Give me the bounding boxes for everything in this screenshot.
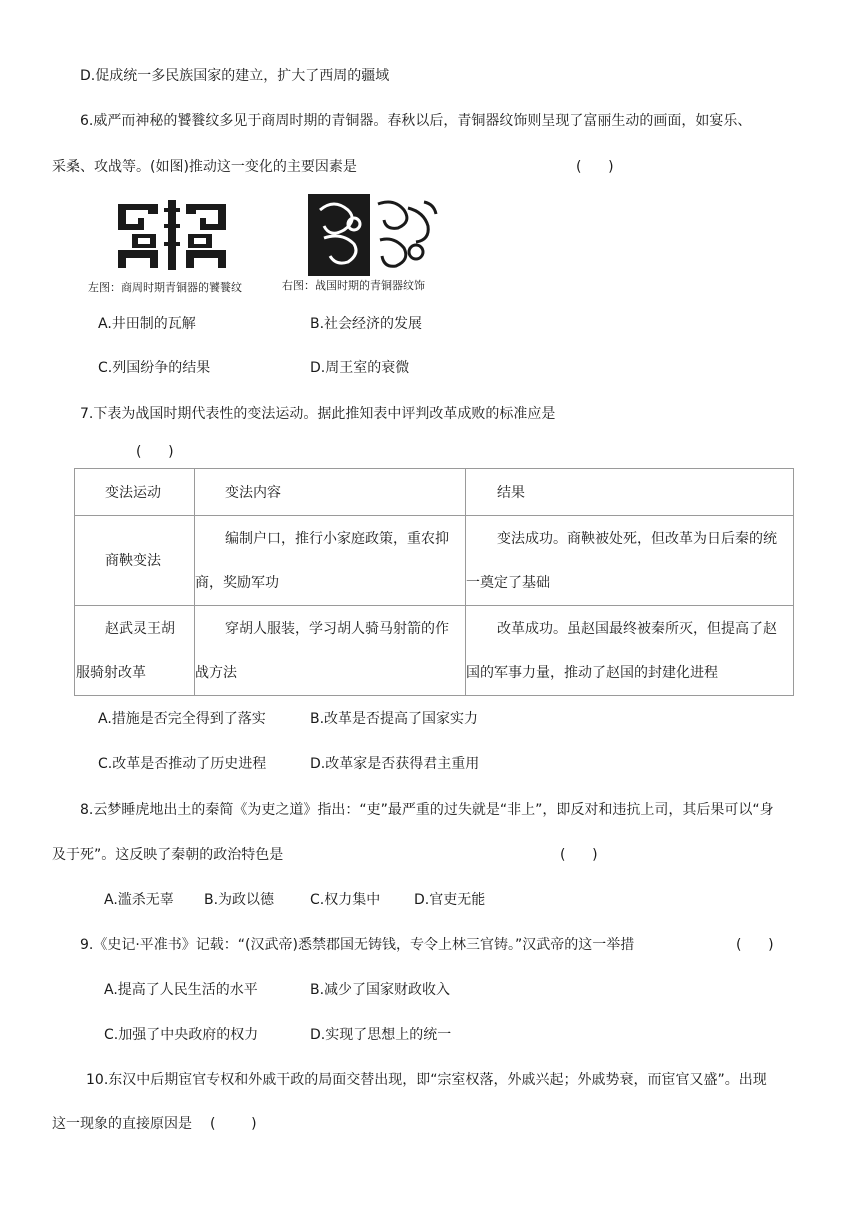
table-row1-result-line1: 变法成功。商鞅被处死，但改革为日后秦的统 bbox=[497, 531, 777, 547]
table-row1-name: 商鞅变法 bbox=[105, 553, 161, 569]
warring-states-pattern-image bbox=[308, 194, 442, 276]
table-row2-name-line2: 服骑射改革 bbox=[76, 665, 146, 681]
q10-stem-line1: 10.东汉中后期宦官专权和外戚干政的局面交替出现，即“宗室权落，外戚兴起；外戚势衰，而宦官又盛”。出现 bbox=[86, 1072, 767, 1088]
q9-option-a[interactable]: A.提高了人民生活的水平 bbox=[104, 982, 258, 998]
q8-option-d[interactable]: D.官吏无能 bbox=[414, 892, 486, 908]
q5-option-d: D.促成统一多民族国家的建立，扩大了西周的疆域 bbox=[80, 68, 390, 84]
q9-option-c[interactable]: C.加强了中央政府的权力 bbox=[104, 1027, 259, 1043]
q6-option-d[interactable]: D.周王室的衰微 bbox=[310, 360, 410, 376]
q10-stem-line2: 这一现象的直接原因是 bbox=[52, 1116, 192, 1132]
q6-option-c[interactable]: C.列国纷争的结果 bbox=[98, 360, 211, 376]
q7-stem-line1: 7.下表为战国时期代表性的变法运动。据此推知表中评判改革成败的标准应是 bbox=[80, 406, 556, 422]
table-row2-name-line1: 赵武灵王胡 bbox=[105, 621, 175, 637]
table-header-content: 变法内容 bbox=[225, 485, 281, 501]
table-row2-result-line1: 改革成功。虽赵国最终被秦所灭，但提高了赵 bbox=[497, 621, 777, 637]
q7-answer-paren: ( ) bbox=[136, 444, 174, 460]
q8-stem-line1: 8.云梦睡虎地出土的秦简《为吏之道》指出：“吏”最严重的过失就是“非上”，即反对和违抗上司，其后果可以“身 bbox=[80, 802, 774, 818]
q10-answer-paren: ( ) bbox=[210, 1116, 257, 1132]
q9-option-d[interactable]: D.实现了思想上的统一 bbox=[310, 1027, 452, 1043]
table-row1-content-line2: 商，奖励军功 bbox=[195, 575, 279, 591]
q9-option-b[interactable]: B.减少了国家财政收入 bbox=[310, 982, 451, 998]
q7-option-c[interactable]: C.改革是否推动了历史进程 bbox=[98, 756, 267, 772]
right-figure-caption: 右图：战国时期的青铜器纹饰 bbox=[282, 279, 425, 292]
q8-option-b[interactable]: B.为政以德 bbox=[204, 892, 275, 908]
table-row2-result-line2: 国的军事力量，推动了赵国的封建化进程 bbox=[466, 665, 718, 681]
q7-option-b[interactable]: B.改革是否提高了国家实力 bbox=[310, 711, 479, 727]
taotie-pattern-image bbox=[114, 198, 230, 272]
table-row2-content-line1: 穿胡人服装，学习胡人骑马射箭的作 bbox=[225, 621, 449, 637]
left-figure-caption: 左图：商周时期青铜器的饕餮纹 bbox=[88, 281, 242, 294]
q9-stem-line1: 9.《史记·平准书》记载：“(汉武帝)悉禁郡国无铸钱，专令上林三官铸。”汉武帝的这一举措 bbox=[80, 937, 635, 953]
table-header-result: 结果 bbox=[497, 485, 525, 501]
reform-table bbox=[74, 468, 794, 696]
q8-answer-paren: ( ) bbox=[560, 847, 598, 863]
q7-option-a[interactable]: A.措施是否完全得到了落实 bbox=[98, 711, 266, 727]
q9-answer-paren: ( ) bbox=[736, 937, 774, 953]
table-row1-content-line1: 编制户口，推行小家庭政策，重农抑 bbox=[225, 531, 449, 547]
table-row2-content-line2: 战方法 bbox=[195, 665, 237, 681]
q6-stem-line1: 6.威严而神秘的饕餮纹多见于商周时期的青铜器。春秋以后，青铜器纹饰则呈现了富丽生动的画面，如宴乐、 bbox=[80, 113, 752, 129]
q6-option-a[interactable]: A.井田制的瓦解 bbox=[98, 316, 196, 332]
table-row1-result-line2: 一奠定了基础 bbox=[466, 575, 550, 591]
q6-answer-paren: ( ) bbox=[576, 159, 614, 175]
q7-option-d[interactable]: D.改革家是否获得君主重用 bbox=[310, 756, 480, 772]
q8-option-a[interactable]: A.滥杀无辜 bbox=[104, 892, 174, 908]
q6-stem-line2: 采桑、攻战等。(如图)推动这一变化的主要因素是 bbox=[52, 159, 357, 175]
q8-option-c[interactable]: C.权力集中 bbox=[310, 892, 381, 908]
table-header-reform: 变法运动 bbox=[105, 485, 161, 501]
q6-option-b[interactable]: B.社会经济的发展 bbox=[310, 316, 423, 332]
q8-stem-line2: 及于死”。这反映了秦朝的政治特色是 bbox=[52, 847, 284, 863]
